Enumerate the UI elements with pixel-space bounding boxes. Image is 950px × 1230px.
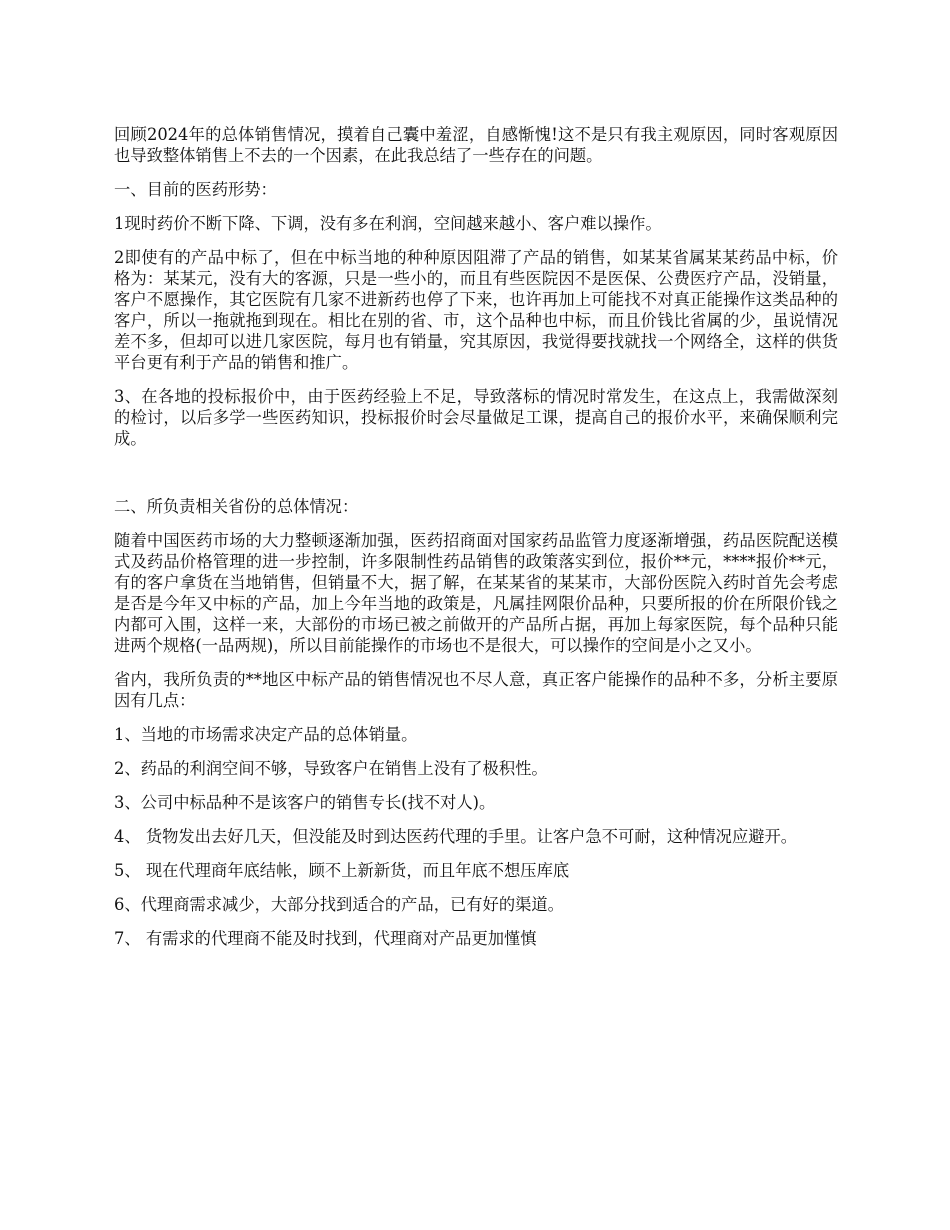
list-item: 3、公司中标品种不是该客户的销售专长(找不对人)。 xyxy=(114,793,496,812)
paragraph-item: 3、在各地的投标报价中，由于医药经验上不足，导致落标的情况时常发生，在这点上，我需做深刻的检讨，以后多学一些医药知识，投标报价时会尽量做足工课，提高自己的报价水平，来确保顺利完成。 xyxy=(114,387,838,448)
paragraph-item: 随着中国医药市场的大力整顿逐渐加强，医药招商面对国家药品监管力度逐渐增强，药品医院配送模式及药品价格管理的进一步控制，许多限制性药品销售的政策落实到位，报价**元，****报价**元，有的客户拿货在当地销售，但销量不大，据了解，在某某省的某某市，大部份医院入药时首先会考虑是否是今年又中标的产品，加上今年当地的政策是，凡属挂网限价品种，只要所报的价在所限价钱之内都可入围，这样一来，大部份的市场已被之前做开的产品所占据，再加上每家医院，每个品种只能进两个规格(一品两规)，所以目前能操作的市场也不是很大，可以操作的空间是小之又小。 xyxy=(114,531,838,655)
list-item: 5、 现在代理商年底结帐，顾不上新新货，而且年底不想压库底 xyxy=(114,861,570,880)
list-item: 7、 有需求的代理商不能及时找到，代理商对产品更加慬慎 xyxy=(114,929,537,948)
intro-paragraph: 回顾2024年的总体销售情况，摸着自己囊中羞涩，自感惭愧!这不是只有我主观原因，同时客观原因也导致整体销售上不去的一个因素，在此我总结了一些存在的问题。 xyxy=(114,125,838,165)
list-item: 6、代理商需求减少，大部分找到适合的产品，已有好的渠道。 xyxy=(114,895,564,914)
paragraph-item: 1现时药价不断下降、下调，没有多在利润，空间越来越小、客户难以操作。 xyxy=(114,214,662,233)
paragraph-item: 2即使有的产品中标了，但在中标当地的种种原因阻滞了产品的销售，如某某省属某某药品中标，价格为：某某元，没有大的客源，只是一些小的，而且有些医院因不是医保、公费医疗产品，没销量，客户不愿操作，其它医院有几家不进新药也停了下来，也许再加上可能找不对真正能操作这类品种的客户，所以一拖就拖到现在。相比在别的省、市，这个品种也中标，而且价钱比省属的少，虽说情况差不多，但却可以进几家医院，每月也有销量，究其原因，我觉得要找就找一个网络全，这样的供货平台更有利于产品的销售和推广。 xyxy=(114,248,838,372)
paragraph-item: 省内，我所负责的**地区中标产品的销售情况也不尽人意，真正客户能操作的品种不多，分析主要原因有几点： xyxy=(114,670,838,710)
section-spacer xyxy=(114,462,838,496)
section-heading-1: 一、目前的医药形势： xyxy=(114,180,277,199)
document-body xyxy=(114,124,838,962)
list-item: 1、当地的市场需求决定产品的总体销量。 xyxy=(114,725,418,744)
list-item: 4、 货物发出去好几天，但没能及时到达医药代理的手里。让客户急不可耐，这种情况应避开。 xyxy=(114,827,798,846)
section-heading-2: 二、所负责相关省份的总体情况： xyxy=(114,497,359,516)
list-item: 2、药品的利润空间不够，导致客户在销售上没有了极积性。 xyxy=(114,759,548,778)
